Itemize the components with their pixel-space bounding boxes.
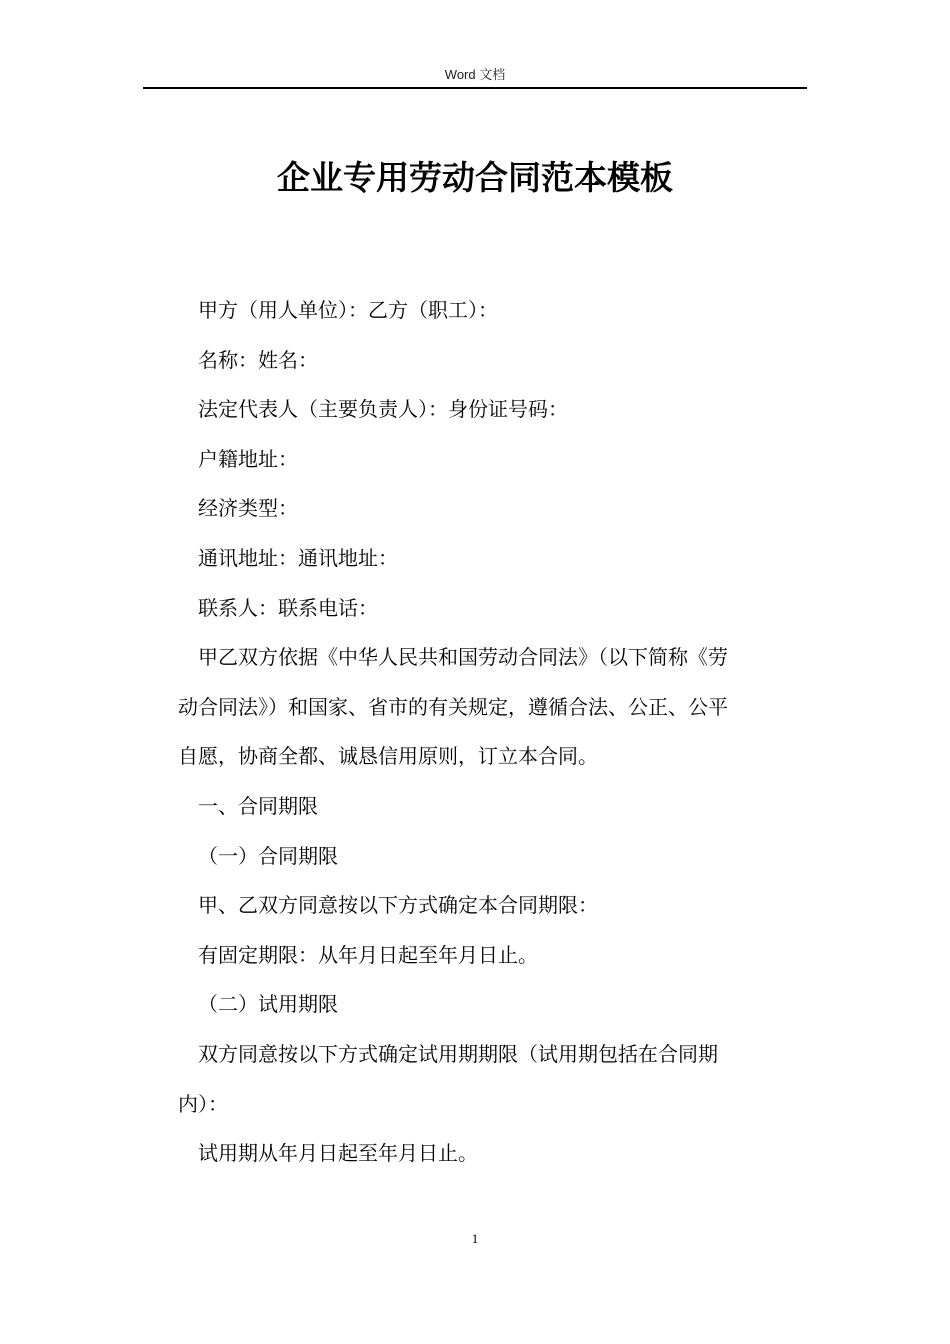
document-title: 企业专用劳动合同范本模板: [277, 158, 673, 197]
paragraph-line: 内）：: [178, 1091, 228, 1116]
page-number: 1: [471, 1231, 479, 1246]
paragraph: [178, 633, 808, 782]
paragraph: [178, 881, 808, 931]
paragraph-line: 名称：姓名：: [198, 347, 318, 372]
paragraph-line: 自愿，协商全都、诚恳信用原则，订立本合同。: [178, 744, 598, 769]
paragraph-line: 户籍地址：: [198, 446, 298, 471]
paragraph-line: 经济类型：: [198, 496, 298, 521]
paragraph: [178, 385, 808, 435]
paragraph: [178, 1030, 808, 1129]
page-header-label: Word 文档: [444, 67, 506, 82]
paragraph-line: 双方同意按以下方式确定试用期期限（试用期包括在合同期: [198, 1041, 718, 1066]
paragraph: [178, 931, 808, 981]
paragraph: [178, 336, 808, 386]
paragraph: [178, 782, 808, 832]
paragraph: [178, 286, 808, 336]
paragraph-line: 有固定期限：从年月日起至年月日止。: [198, 942, 538, 967]
paragraph: [178, 1129, 808, 1179]
paragraph: [178, 435, 808, 485]
paragraph: [178, 584, 808, 634]
document-body: [178, 286, 808, 1179]
paragraph-line: 试用期从年月日起至年月日止。: [198, 1141, 478, 1166]
paragraph-line: 法定代表人（主要负责人）：身份证号码：: [198, 397, 568, 422]
paragraph-line: 联系人：联系电话：: [198, 595, 378, 620]
paragraph-line: 动合同法》）和国家、省市的有关规定，遵循合法、公正、公平: [178, 694, 728, 719]
paragraph: [178, 484, 808, 534]
paragraph: [178, 980, 808, 1030]
paragraph-line: （一）合同期限: [198, 843, 338, 868]
paragraph-line: 甲、乙双方同意按以下方式确定本合同期限：: [198, 893, 598, 918]
paragraph-line: 甲方（用人单位）：乙方（职工）：: [198, 298, 498, 322]
paragraph-line: 甲乙双方依据《中华人民共和国劳动合同法》（以下简称《劳: [198, 645, 728, 670]
paragraph-line: 通讯地址：通讯地址：: [198, 545, 398, 570]
paragraph: [178, 832, 808, 882]
paragraph-line: （二）试用期限: [198, 992, 338, 1017]
header-divider: [143, 87, 807, 89]
paragraph-line: 一、合同期限: [198, 793, 318, 818]
paragraph: [178, 534, 808, 584]
